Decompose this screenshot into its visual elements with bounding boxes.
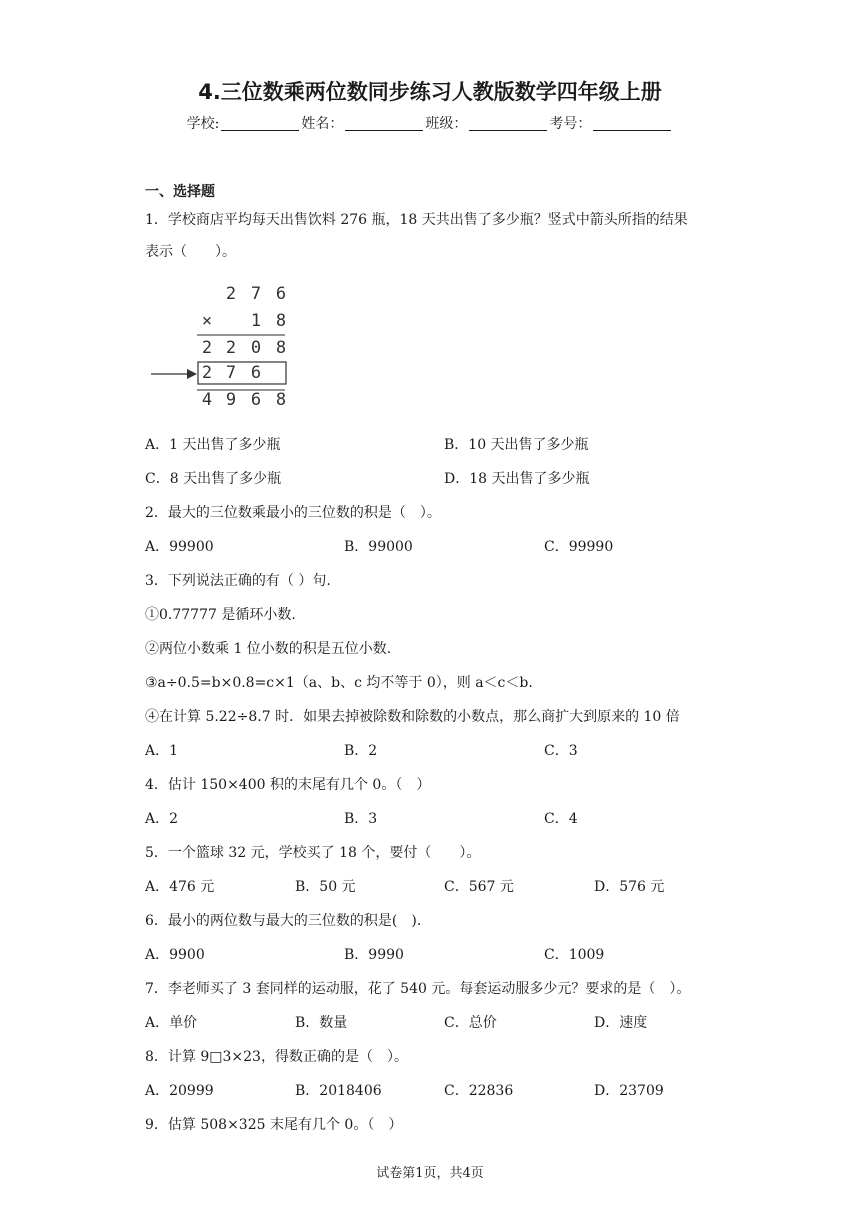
class-label: 班级： (425, 116, 468, 132)
calc-digit: 2 (201, 338, 213, 358)
q3-option-c[interactable]: C．3 (544, 743, 578, 759)
q7-option-b[interactable]: B．数量 (295, 1015, 348, 1031)
section-heading: 一、选择题 (145, 184, 215, 200)
calc-digit: 4 (201, 390, 213, 410)
q7-option-a[interactable]: A．单价 (145, 1015, 198, 1031)
calc-digit: 6 (275, 284, 287, 304)
q6-option-b[interactable]: B．9990 (344, 947, 404, 963)
q1-option-d[interactable]: D．18 天出售了多少瓶 (444, 471, 590, 487)
q2-option-a[interactable]: A．99900 (145, 539, 214, 555)
q7-option-d[interactable]: D．速度 (594, 1015, 648, 1031)
student-info-line (0, 113, 860, 133)
arrow-head-icon (187, 369, 197, 379)
calc-digit: 7 (225, 363, 237, 383)
calc-digit: 7 (250, 284, 262, 304)
q6-option-a[interactable]: A．9900 (145, 947, 205, 963)
q5-option-a[interactable]: A．476 元 (145, 879, 215, 895)
q4-text: 4．估计 150×400 积的末尾有几个 0。（ ） (145, 777, 431, 793)
calc-digit: 8 (275, 390, 287, 410)
q1-text-line1: 1．学校商店平均每天出售饮料 276 瓶，18 天共出售了多少瓶？竖式中箭头所指的结果 (145, 212, 688, 228)
q2-text: 2．最大的三位数乘最小的三位数的积是（ ）。 (145, 505, 441, 521)
calc-digit: 0 (250, 338, 262, 358)
q6-text: 6．最小的两位数与最大的三位数的积是( ). (145, 913, 422, 929)
calc-digit: 6 (250, 390, 262, 410)
q8-option-d[interactable]: D．23709 (594, 1083, 664, 1099)
q3-statement-4: ④在计算 5.22÷8.7 时．如果去掉被除数和除数的小数点，那么商扩大到原来的 10 倍 (145, 709, 680, 725)
q2-option-b[interactable]: B．99000 (344, 539, 413, 555)
q3-option-a[interactable]: A．1 (145, 743, 179, 759)
calc-digit: 2 (225, 338, 237, 358)
q4-option-b[interactable]: B．3 (344, 811, 378, 827)
q3-statement-3: ③a÷0.5=b×0.8=c×1（a、b、c 均不等于 0），则 a＜c＜b. (145, 675, 533, 691)
calc-digit: 2 (225, 284, 237, 304)
q7-text: 7．李老师买了 3 套同样的运动服，花了 540 元。每套运动服多少元？要求的是（ ）。 (145, 981, 691, 997)
q1-option-b[interactable]: B．10 天出售了多少瓶 (444, 437, 589, 453)
school-label: 学校: (186, 116, 220, 132)
q5-option-c[interactable]: C．567 元 (444, 879, 514, 895)
q5-option-d[interactable]: D．576 元 (594, 879, 665, 895)
q3-statement-1: ①0.77777 是循环小数. (145, 607, 296, 623)
q3-statement-2: ②两位小数乘 1 位小数的积是五位小数. (145, 641, 392, 657)
q8-option-c[interactable]: C．22836 (444, 1083, 514, 1099)
q8-text: 8．计算 9□3×23，得数正确的是（ ）。 (145, 1049, 408, 1065)
name-label: 姓名： (301, 116, 344, 132)
calc-digit: × (201, 311, 213, 331)
calc-digit: 9 (225, 390, 237, 410)
q5-option-b[interactable]: B．50 元 (295, 879, 356, 895)
q3-text: 3．下列说法正确的有（ ）句. (145, 573, 331, 589)
exam-no-label: 考号： (549, 116, 592, 132)
q1-option-a[interactable]: A．1 天出售了多少瓶 (145, 437, 281, 453)
q4-option-c[interactable]: C．4 (544, 811, 578, 827)
calc-digit: 8 (275, 338, 287, 358)
q1-text-line2: 表示（ ）。 (145, 244, 236, 260)
calc-digit: 8 (275, 311, 287, 331)
vertical-multiplication (145, 278, 305, 413)
q5-text: 5．一个篮球 32 元，学校买了 18 个，要付（ ）。 (145, 845, 481, 861)
q8-option-b[interactable]: B．2018406 (295, 1083, 382, 1099)
school-blank[interactable] (221, 116, 299, 131)
q1-option-c[interactable]: C．8 天出售了多少瓶 (145, 471, 282, 487)
exam-no-blank[interactable] (593, 116, 671, 131)
page-title: 4.三位数乘两位数同步练习人教版数学四年级上册 (198, 80, 662, 104)
name-blank[interactable] (345, 116, 423, 131)
q6-option-c[interactable]: C．1009 (544, 947, 605, 963)
q7-option-c[interactable]: C．总价 (444, 1015, 497, 1031)
q4-option-a[interactable]: A．2 (145, 811, 179, 827)
q2-option-c[interactable]: C．99990 (544, 539, 614, 555)
q8-option-a[interactable]: A．20999 (145, 1083, 214, 1099)
calc-digit: 1 (250, 311, 262, 331)
q9-text: 9．估算 508×325 末尾有几个 0。（ ） (145, 1117, 403, 1133)
class-blank[interactable] (469, 116, 547, 131)
page-footer: 试卷第1页，共4页 (376, 1166, 484, 1181)
q3-option-b[interactable]: B．2 (344, 743, 378, 759)
calc-digit: 6 (250, 363, 262, 383)
calc-digit: 2 (201, 363, 213, 383)
